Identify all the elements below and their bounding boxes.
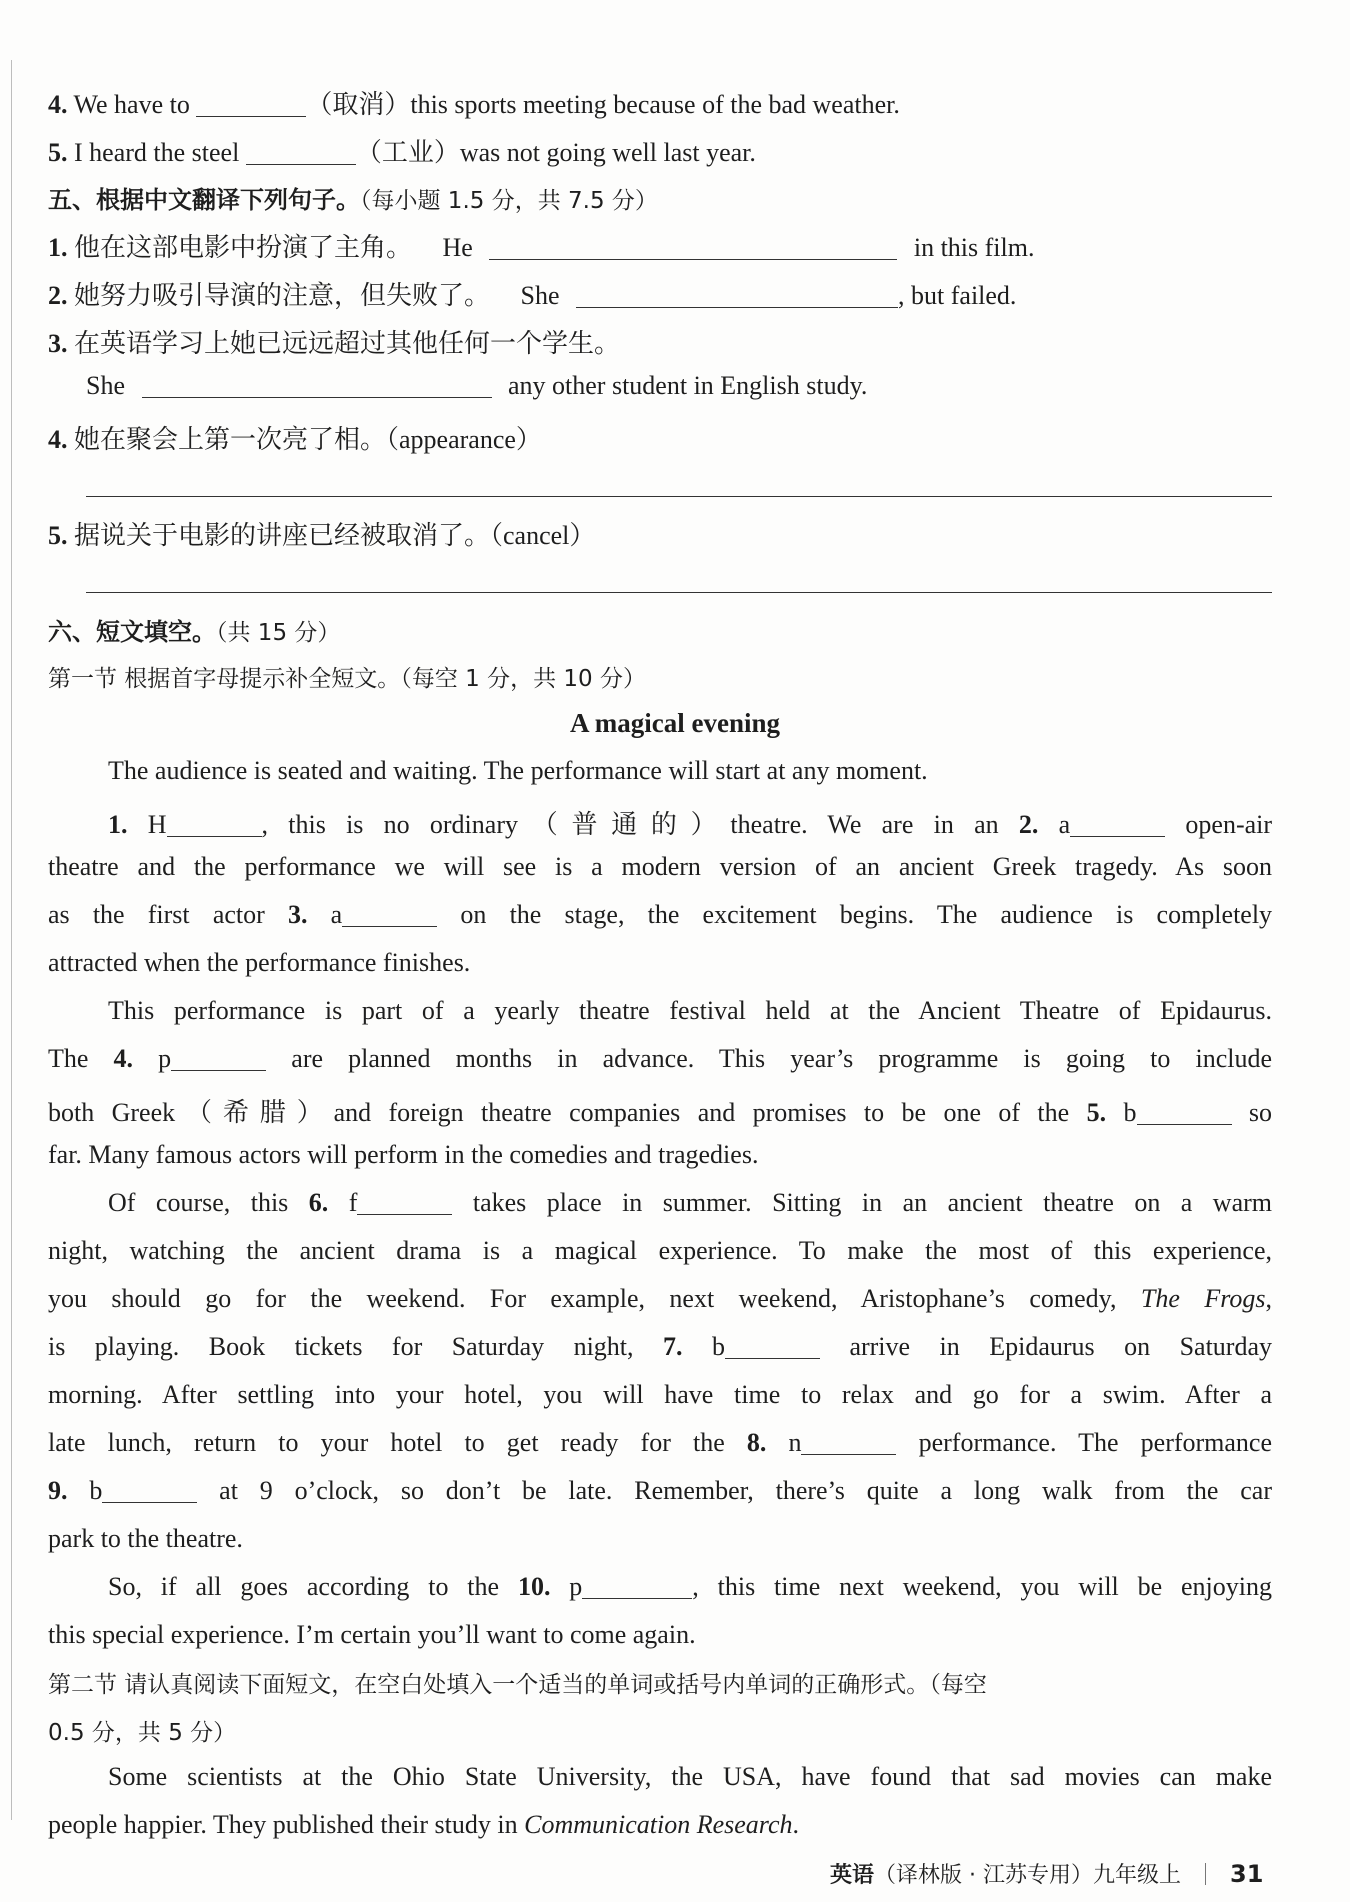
answer-blank[interactable] [102,1476,197,1503]
footer-divider [1205,1863,1206,1885]
paragraph-3-line-5: morning. After settling into your hotel, you will have time to relax and go for a swim. After a [48,1380,1272,1409]
footer-subject: 英语 [830,1863,875,1888]
answer-blank[interactable] [801,1428,896,1455]
paragraph-1-line-3: theatre and the performance we will see is a modern version of an ancient Greek tragedy. As soon [48,852,1272,881]
translation-5: 5. 据说关于电影的讲座已经被取消了。（cancel） [48,521,596,550]
answer-blank[interactable] [171,1044,266,1071]
answer-blank[interactable] [725,1332,820,1359]
section-6-part-1-label: 第一节 根据首字母提示补全短文。（每空 1 分，共 10 分） [48,666,646,692]
question-4: 4. We have to （取消）this sports meeting because of the bad weather. [48,90,900,119]
paragraph-3-line-8: park to the theatre. [48,1524,243,1553]
paragraph-3-line-6: late lunch, return to your hotel to get ready for the 8. n performance. The performance [48,1428,1273,1457]
page-number: 31 [1230,1860,1264,1888]
paragraph-5-line-1: Some scientists at the Ohio State University, the USA, have found that sad movies can make [108,1762,1272,1791]
paragraph-1-line-5: attracted when the performance finishes. [48,948,471,977]
translation-4: 4. 她在聚会上第一次亮了相。（appearance） [48,425,542,454]
paragraph-4-line-2: this special experience. I’m certain you’ll want to come again. [48,1620,696,1649]
paragraph-4-line-1: So, if all goes according to the 10. p , this time next weekend, you will be enjoying [108,1572,1273,1601]
paragraph-2-line-1: This performance is part of a yearly theatre festival held at the Ancient Theatre of Epidaurus. [108,996,1272,1025]
translation-2: 2. 她努力吸引导演的注意，但失败了。 She , but failed. [48,281,1017,310]
answer-blank[interactable] [196,90,306,117]
answer-blank[interactable] [489,233,897,260]
paragraph-1-line-1: The audience is seated and waiting. The performance will start at any moment. [108,756,928,785]
answer-blank[interactable] [167,810,262,837]
paragraph-5-line-2: people happier. They published their study in Communication Research. [48,1810,799,1839]
answer-blank[interactable] [342,900,437,927]
paragraph-2-line-4: far. Many famous actors will perform in the comedies and tragedies. [48,1140,759,1169]
section-5-heading: 五、根据中文翻译下列句子。（每小题 1.5 分，共 7.5 分） [48,186,658,214]
binding-margin-line [11,60,12,1820]
answer-blank[interactable] [246,138,356,165]
paragraph-3-line-1: Of course, this 6. f takes place in summer. Sitting in an ancient theatre on a warm [108,1188,1272,1217]
answer-blank[interactable] [1137,1098,1232,1125]
paragraph-1-line-2: 1. H , this is no ordinary（普通的）theatre. We are in an 2. a open-air [108,810,1273,839]
answer-blank[interactable] [142,371,492,398]
paragraph-3-line-3: you should go for the weekend. For example, next weekend, Aristophane’s comedy, The Frogs, [48,1284,1273,1313]
section-6-part-2-label: 第二节 请认真阅读下面短文，在空白处填入一个适当的单词或括号内单词的正确形式。（每空 [48,1672,987,1698]
translation-3-answer: She any other student in English study. [86,371,868,400]
paragraph-3-line-2: night, watching the ancient drama is a magical experience. To make the most of this experience, [48,1236,1272,1265]
answer-blank[interactable] [582,1572,692,1599]
footer-edition: （译林版 · 江苏专用）九年级上 [874,1863,1181,1888]
answer-line[interactable] [86,592,1272,593]
section-6-heading: 六、短文填空。（共 15 分） [48,618,341,646]
paragraph-2-line-3: both Greek（希腊）and foreign theatre companies and promises to be one of the 5. b so [48,1098,1273,1127]
answer-blank[interactable] [576,281,898,308]
passage-title: A magical evening [570,708,780,738]
question-5: 5. I heard the steel （工业）was not going well last year. [48,138,756,167]
translation-1: 1. 他在这部电影中扮演了主角。 He in this film. [48,233,1035,262]
answer-blank[interactable] [357,1188,452,1215]
paragraph-3-line-7: 9. b at 9 o’clock, so don’t be late. Remember, there’s quite a long walk from the car [48,1476,1272,1505]
section-6-part-2-note: 0.5 分，共 5 分） [48,1720,237,1746]
paragraph-2-line-2: The 4. p are planned months in advance. This year’s programme is going to include [48,1044,1273,1073]
paragraph-1-line-4: as the first actor 3. a on the stage, the excitement begins. The audience is completely [48,900,1273,929]
translation-3: 3. 在英语学习上她已远远超过其他任何一个学生。 [48,329,621,358]
answer-blank[interactable] [1070,810,1165,837]
answer-line[interactable] [86,496,1272,497]
paragraph-3-line-4: is playing. Book tickets for Saturday night, 7. b arrive in Epidaurus on Saturday [48,1332,1272,1361]
page-footer [830,1858,1263,1889]
